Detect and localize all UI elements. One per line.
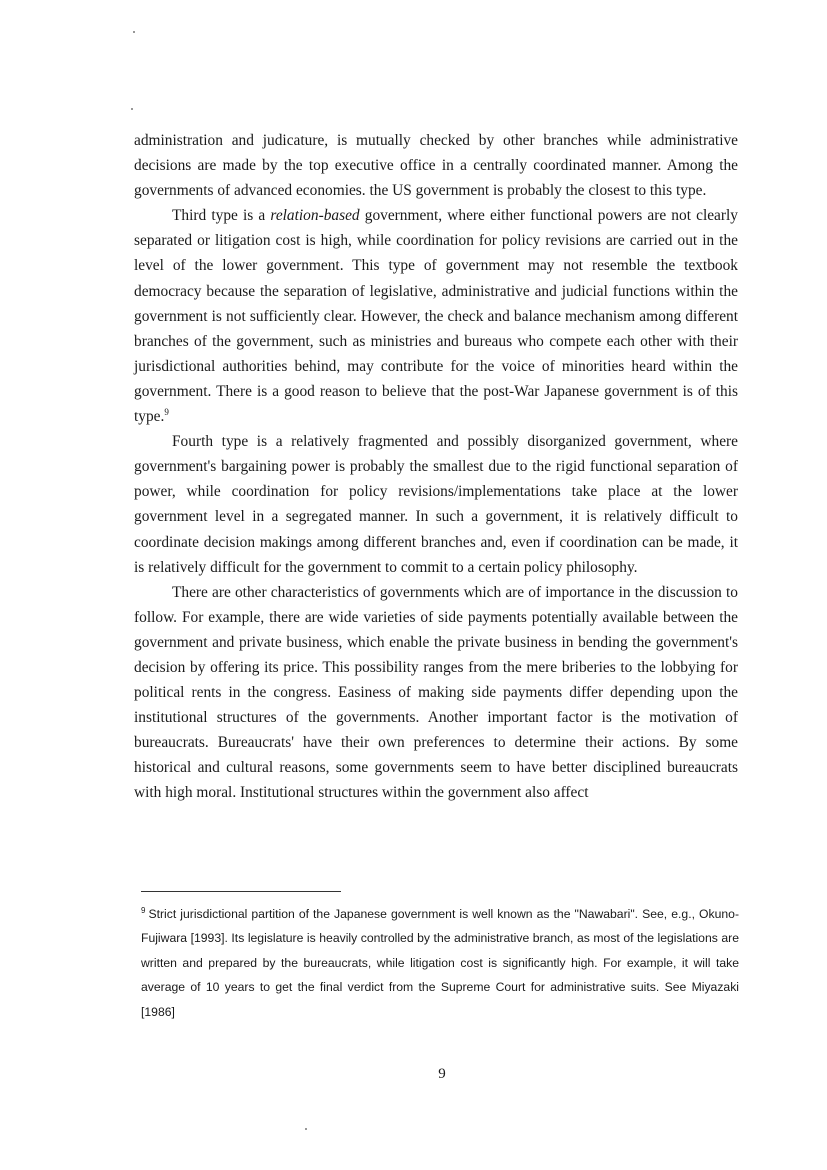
body-text [134, 128, 738, 806]
page-number: 9 [438, 1066, 446, 1082]
paragraph-2-body: government, where either functional powers are not clearly separated or litigation cost is high, while coordination for policy revisions are carried out in the level of the lower government. This type of government may not resemble the textbook democracy because the separation of legislative, administrative and judicial functions within the government is not sufficiently clear. However, the check and balance mechanism among different branches of the government, such as ministries and bureaus who compete each other with their jurisdictional authorities behind, may contribute for the voice of minorities heard within the government. There is a good reason to believe that the post-War Japanese government is of this type. [134, 207, 738, 426]
paragraph-1: administration and judicature, is mutually checked by other branches while administrative decisions are made by the top executive office in a centrally coordinated manner. Among the governments of advanced economies. the US government is probably the closest to this type. [134, 132, 738, 200]
paragraph-4: There are other characteristics of governments which are of importance in the discussion to follow. For example, there are wide varieties of side payments potentially available between the government and private business, which enable the private business in bending the government's decision by offering its price. This possibility ranges from the mere briberies to the lobbying for political rents in the congress. Easiness of making side payments differ depending upon the institutional structures of the governments. Another important factor is the motivation of bureaucrats. Bureaucrats' have their own preferences to determine their actions. By some historical and cultural reasons, some governments seem to have better disciplined bureaucrats with high moral. Institutional structures within the government also affect [134, 583, 738, 802]
paragraph-2 [134, 203, 738, 429]
footnote-mark: 9 [141, 905, 146, 915]
paragraph-2-lead: Third type is a [172, 207, 271, 225]
footnote [141, 902, 739, 1024]
footnote-divider [141, 891, 341, 892]
footnote-reference[interactable]: 9 [164, 406, 169, 417]
relation-based-term: relation-based [270, 207, 360, 225]
paragraph-3: Fourth type is a relatively fragmented and possibly disorganized government, where government's bargaining power is probably the smallest due to the rigid functional separation of power, while coordination for policy revisions/implementations take place at the lower government level in a segregated manner. In such a government, it is relatively difficult to coordinate decision makings among different branches and, even if coordination can be made, it is relatively difficult for the government to commit to a certain policy philosophy. [134, 433, 738, 576]
scan-speck [131, 108, 133, 110]
scan-speck [305, 1128, 307, 1130]
footnote-text: Strict jurisdictional partition of the Japanese government is well known as the "Nawabari". See, e.g., Okuno-Fujiwara [1993]. Its legislature is heavily controlled by the administrative branch, as most of the legislations are written and prepared by the bureaucrats, while litigation cost is significantly high. For example, it will take average of 10 years to get the final verdict from the Supreme Court for administrative suits. See Miyazaki [1986] [141, 907, 739, 1019]
scan-speck [133, 31, 135, 33]
